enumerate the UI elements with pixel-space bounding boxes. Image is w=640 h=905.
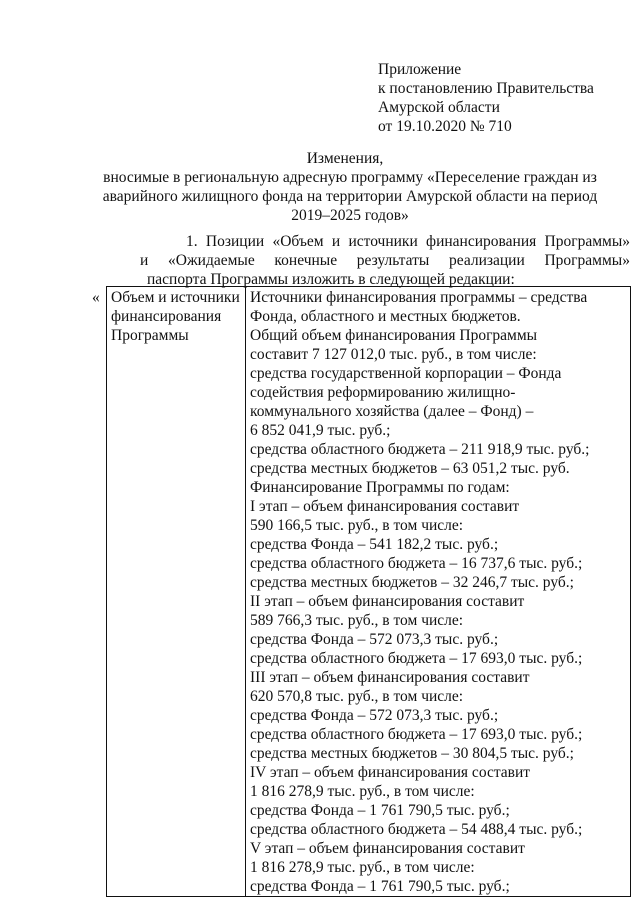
- content-line: средства Фонда – 572 073,3 тыс. руб.;: [250, 707, 499, 724]
- paragraph-word: реализации: [449, 252, 525, 269]
- paragraph-word: Программы»: [544, 233, 630, 250]
- content-line: средства Фонда – 572 073,3 тыс. руб.;: [250, 631, 499, 648]
- content-line: Фонда, областного и местных бюджетов.: [250, 308, 521, 325]
- paragraph-word: Позиции: [205, 233, 265, 250]
- content-line: V этап – объем финансирования составит: [250, 840, 525, 857]
- paragraph-word: Программы»: [544, 252, 630, 269]
- content-line: IV этап – объем финансирования составит: [250, 764, 531, 781]
- content-line: средства областного бюджета – 16 737,6 тыс. руб.;: [250, 555, 583, 572]
- content-line: III этап – объем финансирования составит: [250, 669, 530, 686]
- title-line: 2019–2025 годов»: [291, 207, 409, 224]
- title-line: аварийного жилищного фонда на территории Амурской области на период: [102, 188, 598, 205]
- appendix-block: [378, 60, 628, 136]
- document-title: [60, 149, 640, 225]
- content-line: средства Фонда – 1 761 790,5 тыс. руб.;: [250, 802, 510, 819]
- paragraph-word: результаты: [356, 252, 430, 269]
- position-name-line: Программы: [111, 327, 189, 344]
- appendix-line: от 19.10.2020 № 710: [378, 118, 512, 135]
- appendix-line: Приложение: [378, 61, 462, 78]
- content-line: средства областного бюджета – 54 488,4 тыс. руб.;: [250, 821, 583, 838]
- paragraph-word: и: [140, 252, 149, 269]
- content-line: средства Фонда – 541 182,2 тыс. руб.;: [250, 536, 499, 553]
- content-line: II этап – объем финансирования составит: [250, 593, 525, 610]
- passport-table: [106, 286, 631, 897]
- content-line: средства областного бюджета – 17 693,0 тыс. руб.;: [250, 650, 583, 667]
- content-line: 589 766,3 тыс. руб., в том числе:: [250, 612, 464, 629]
- content-line: средства местных бюджетов – 63 051,2 тыс. руб.: [250, 460, 570, 477]
- appendix-line: Амурской области: [378, 99, 500, 116]
- content-line: средства государственной корпорации – Фонда: [250, 365, 562, 382]
- position-name-cell: [107, 287, 246, 897]
- content-line: 590 166,5 тыс. руб., в том числе:: [250, 517, 464, 534]
- paragraph-word: финансирования: [426, 233, 537, 250]
- paragraph-word: источники: [348, 233, 418, 250]
- content-line: Общий объем финансирования Программы: [250, 327, 538, 344]
- content-line: средства местных бюджетов – 30 804,5 тыс. руб.;: [250, 745, 574, 762]
- intro-paragraph: [128, 232, 630, 289]
- content-line: Источники финансирования программы – средства: [250, 289, 588, 306]
- paragraph-line-3: паспорта Программы изложить в следующей редакции:: [147, 271, 515, 288]
- paragraph-word: «Ожидаемые: [168, 252, 255, 269]
- content-line: 6 852 041,9 тыс. руб.;: [250, 422, 391, 439]
- position-name-line: финансирования: [111, 308, 222, 325]
- content-line: средства областного бюджета – 211 918,9 тыс. руб.;: [250, 441, 590, 458]
- content-line: 1 816 278,9 тыс. руб., в том числе:: [250, 783, 475, 800]
- position-content-cell: [246, 287, 631, 897]
- content-line: коммунального хозяйства (далее – Фонд) –: [250, 403, 534, 420]
- content-line: 1 816 278,9 тыс. руб., в том числе:: [250, 859, 475, 876]
- appendix-line: к постановлению Правительства: [378, 80, 594, 97]
- content-line: средства областного бюджета – 17 693,0 тыс. руб.;: [250, 726, 583, 743]
- title-line: вносимые в региональную адресную программу «Переселение граждан из: [103, 169, 597, 186]
- opening-quote-mark: «: [92, 289, 100, 306]
- paragraph-word: «Объем: [272, 233, 324, 250]
- content-line: составит 7 127 012,0 тыс. руб., в том числе:: [250, 346, 537, 363]
- paragraph-word: и: [331, 233, 341, 250]
- content-line: I этап – объем финансирования составит: [250, 498, 520, 515]
- paragraph-line-1: [128, 232, 630, 251]
- table-row: [107, 287, 631, 897]
- content-line: содействия реформированию жилищно-: [250, 384, 516, 401]
- content-line: средства местных бюджетов – 32 246,7 тыс. руб.;: [250, 574, 574, 591]
- paragraph-line-2: [128, 251, 630, 270]
- paragraph-word: 1.: [186, 233, 198, 250]
- position-name-line: Объем и источники: [111, 289, 240, 306]
- paragraph-word: конечные: [274, 252, 338, 269]
- content-line: 620 570,8 тыс. руб., в том числе:: [250, 688, 464, 705]
- title-heading: Изменения,: [306, 150, 384, 167]
- content-line: Финансирование Программы по годам:: [250, 479, 510, 496]
- content-line: средства Фонда – 1 761 790,5 тыс. руб.;: [250, 878, 510, 895]
